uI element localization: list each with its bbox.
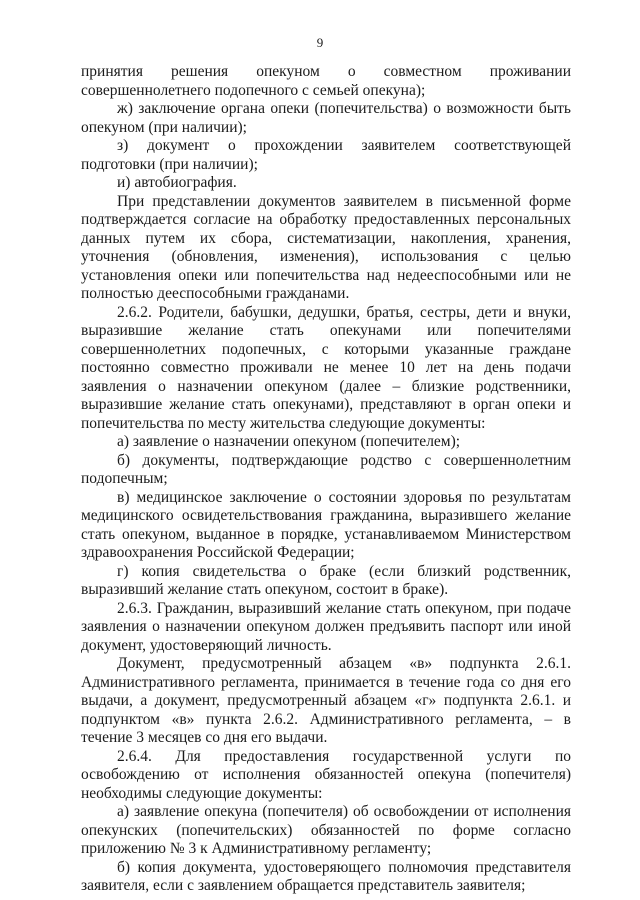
paragraph: принятия решения опекуном о совместном проживании совершеннолетнего подопечного с семьей опекуна); bbox=[81, 63, 571, 99]
list-item: з) документ о прохождении заявителем соответствующей подготовки (при наличии); bbox=[81, 137, 571, 173]
paragraph: При представлении документов заявителем в письменной форме подтверждается согласие на обработку предоставленных персональных данных путем их сбора, систематизации, накопления, хранения, уточнения (обновления, изменения), использования с целью установления опеки или попечительства над недееспособными или не полностью дееспособными гражданами. bbox=[81, 192, 571, 302]
paragraph: 2.6.4. Для предоставления государственной услуги по освобождению от исполнения обязанностей опекуна (попечителя) необходимы следующие документы: bbox=[81, 747, 571, 802]
list-item: а) заявление опекуна (попечителя) об освобождении от исполнения опекунских (попечительских) обязанностей по форме согласно приложению № 3 к Административному регламенту; bbox=[81, 803, 571, 857]
list-item: г) копия свидетельства о браке (если близкий родственник, выразивший желание стать опекуном, состоит в браке). bbox=[81, 562, 571, 598]
paragraph: 2.6.2. Родители, бабушки, дедушки, братья, сестры, дети и внуки, выразившие желание стать опекунами или попечителями совершеннолетних подопечных, с которыми указанные граждане постоянно совместно проживали не менее 10 лет на день подачи заявления о назначении опекуном (далее – близкие родственники, выразившие желание стать опекунами), представляют в орган опеки и попечительства по месту жительства следующие документы: bbox=[81, 303, 571, 432]
list-item: б) документы, подтверждающие родство с совершеннолетним подопечным; bbox=[81, 451, 571, 487]
list-item: а) заявление о назначении опекуном (попечителем); bbox=[117, 433, 461, 450]
list-item: и) автобиография. bbox=[117, 174, 237, 191]
list-item: в) медицинское заключение о состоянии здоровья по результатам медицинского освидетельствования гражданина, выразившего желание стать опекуном, выданное в порядке, устанавливаемом Министерством здравоохранения Российской Федерации; bbox=[81, 488, 571, 561]
paragraph: 2.6.3. Гражданин, выразивший желание стать опекуном, при подаче заявления о назначении опекуном должен предъявить паспорт или иной документ, удостоверяющий личность. bbox=[81, 599, 571, 654]
page-number: 9 bbox=[316, 35, 324, 50]
paragraph: Документ, предусмотренный абзацем «в» подпункта 2.6.1. Административного регламента, принимается в течение года со дня его выдачи, а документ, предусмотренный абзацем «г» подпункта 2.6.1. и подпунктом «в» пункта 2.6.2. Административного регламента, – в течение 3 месяцев со дня его выдачи. bbox=[81, 655, 571, 746]
list-item: ж) заключение органа опеки (попечительства) о возможности быть опекуном (при наличии); bbox=[81, 100, 571, 136]
list-item: б) копия документа, удостоверяющего полномочия представителя заявителя, если с заявлением обращается представитель заявителя; bbox=[81, 858, 571, 894]
document-body bbox=[81, 63, 571, 896]
